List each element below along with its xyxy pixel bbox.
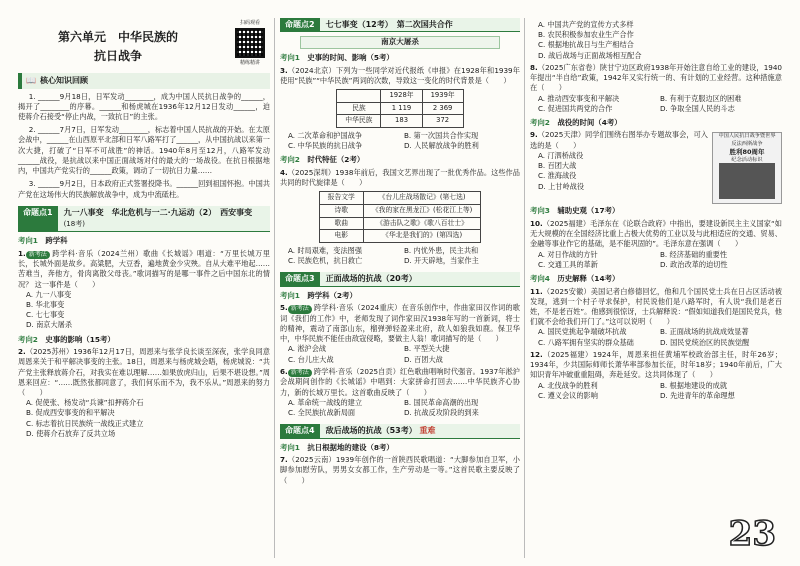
option: B. 农民积极参加农业生产合作 [538,30,634,40]
option: A. 中国共产党的宣传方式多样 [538,20,634,29]
core-review-heading: 📖 核心知识回顾 [18,73,270,88]
option: D. 南京大屠杀 [26,320,73,330]
option: A. 九一八事变 [26,289,72,299]
book-icon: 📖 [26,76,36,86]
option: D. 政治改革的迫切性 [660,259,728,269]
option: C. 全民族抗战新局面 [288,408,356,418]
option: B. 根据地建设的成就 [660,380,728,390]
core-paragraph: 2. ______7月7日，日军发动________，标志着中国人民抗战的开始。在太原会战中，______在山西原平北部和日军八路军打了______，从中国抗战以来第一次大捷，打破了“日军不可战胜”的神话。1940年8月至12月，八路军发动______战役，是抗战以来中国正面战场对付的最大的一场战役。在抗日根据地内，中国共产党实行的______政策，调动了一切抗日力量…… [18,125,270,176]
question-7: 7.（2025云南）1939年创作的一首陕西民歌唱道：“大脚参加自卫军，小脚参加慰劳队，男男女女都工作，生产劳动是一等。”这首民歌主要反映了（ ） [280,455,520,485]
option: B. 第一次国共合作实现 [404,131,479,141]
option: B. 有利于克服边区的困难 [660,93,742,103]
column-divider [274,18,275,558]
emblem-icon [719,163,775,199]
question-9: 中国人民抗日战争暨世界 反法西斯战争 胜利80周年 纪念活动标识 9.（2025天津）同学们围绕右图举办专题故事会，可入选的是（ ） A. 汀泗桥战役 B. 百团大战 C. 淮海战役 D. 上甘岭战役 [530,130,782,191]
option: C. 根据地抗战日与生产相结合 [538,40,634,50]
option: D. 先进青年的革命理想 [660,390,735,400]
subtopic-heading: 考向1 史事的时间、影响（5考） [280,53,394,63]
section-heading: 命题点1 九一八事变 华北危机与一二·九运动（2） 西安事变 (18考) [18,206,270,232]
question-11: 11.（2025安徽）美国记者白修德回忆，他和几个国民党士兵在日占区活动被发现，逃到一个村子寻求保护，村民说他们是八路军时，有人说“我们是老百姓，不是老百姓”。他感到很惊讶，士兵解释说：“假如知道我们是国民党兵，他们就不会给我们开门了。”这可以说明（ ） A. 国民党挑起争端破坏抗战 B. 正面战场的抗战成效显著 C. 八路军拥有坚实的群众基础 D. 国民党统治区的民族觉醒 [530,286,782,347]
new-method-badge: 新考法 [288,369,312,378]
column-middle [280,18,520,486]
question-6: 6. 新考法 跨学科·音乐（2025自贡）红色歌曲唱响时代强音。1937年淞沪会战期间创作的《长城谣》中唱到：大家拼命打回去……中华民族齐心协力，新的长城万里长。这首歌曲反映了（ ） A. 革命统一战线的建立 B. 国民革命高潮的出现 C. 全民族抗战新局面 D. 抗战反攻阶段的到来 [280,366,520,418]
question-4: 4.（2025深圳）1938年前后，我国文艺界出现了一批优秀作品。这些作品共同的时代旋律是（ ） 报告文学 《台儿庄战场散记》(第七选) 诗歌 《我的家在黑龙江》(松花江上等) 歌曲 《游击队之歌》《歌八百壮士》 电影 《华北是我们的》(第四选) A. 时局艰难，变法图强 B. 内忧外患，民主共和 C. 民族危机，抗日救亡 D. 开天辟地，当家作主 [280,167,520,266]
subtopic-heading: 考向3 辅助史观（17考） [530,206,620,216]
column-divider [524,18,525,558]
option: A. 革命统一战线的建立 [288,397,363,407]
option: D. 上甘岭战役 [538,181,585,191]
question-2: 2.（2025苏州）1936年12月17日，周恩来与张学良长谈至深夜，张学良同意周恩来关于和平解决事变的主张。18日，周恩来与杨虎城会晤，杨虎城说：“共产党主张释放蒋介石，对我实在难以理解……如果放虎归山，后果不堪设想。”周恩来回应：“……既然张都同意了，我们何乐而不为，我不乐从。”周恩来的努力（ ） A. 促使张、杨发动“兵谏”扣押蒋介石 B. 促成西安事变的和平解决 C. 标志着抗日民族统一战线正式建立 D. 使蒋介石放弃了反共立场 [18,347,270,438]
option: D. 使蒋介石放弃了反共立场 [26,428,116,438]
option: A. 时局艰难，变法图强 [288,245,363,255]
topic-band: 南京大屠杀 [300,36,500,49]
core-paragraph: 3. ______9月2日，日本政府正式签署投降书。______回到祖国怀抱。中国共产党在这场伟大的民族解放战争中，成为中流砥柱。 [18,179,270,199]
option: C. 促进国共两党的合作 [538,103,613,113]
section-heading: 命题点2 七七事变（12考） 第二次国共合作 [280,18,520,32]
option: A. 对日作战的方针 [538,249,598,259]
option: D. 争取全国人民的斗志 [660,103,735,113]
option: D. 开天辟地，当家作主 [404,256,479,266]
section-heading: 命题点4 敌后战场的抗战（53考） 重难 [280,424,520,438]
subtopic-heading: 考向1 跨学科（2考） [280,290,357,300]
subtopic-heading: 考向2 战役的时间（4考） [530,117,622,127]
subtopic-heading: 考向2 时代特征（2考） [280,155,365,165]
victory-emblem-image: 中国人民抗日战争暨世界 反法西斯战争 胜利80周年 纪念活动标识 [712,132,782,204]
works-table: 报告文学 《台儿庄战场散记》(第七选) 诗歌 《我的家在黑龙江》(松花江上等) 歌曲 《游击队之歌》《歌八百壮士》 电影 《华北是我们的》(第四选) [319,191,482,243]
option: A. 国民党挑起争端破坏抗战 [538,327,627,337]
option: D. 人民解放战争的胜利 [404,141,479,151]
option: A. 北伐战争的胜利 [538,380,598,390]
column-left [18,18,270,439]
option: B. 国民革命高潮的出现 [404,397,479,407]
qr-code-block[interactable]: 扫码观看 精练精讲 [230,20,270,66]
question-7-options [530,20,782,61]
new-method-badge: 新考法 [288,305,312,314]
new-method-badge: 新考法 [26,251,50,260]
option: C. 遵义会议的影响 [538,390,598,400]
subtopic-heading: 考向1 跨学科 [18,236,68,246]
option: A. 二次革命和护国战争 [288,131,363,141]
option: D. 战后战场与正面战场相互配合 [538,50,642,60]
question-3: 3.（2024北京）下列为一些同学对近代报纸《申报》在1928年和1939年使用“民族”“中华民族”两词的次数，导致这一变化的时代背景是（ ） 1928年 1939年 民族 1 119 2 369 中华民族 183 372 A. 二次革命和护国战争 B. 第一次国共合作实现 C. 中华民族的抗日战争 D. 人民解放战争的胜利 [280,65,520,151]
option: C. 台儿庄大战 [288,354,334,364]
subtopic-heading: 考向2 史事的影响（15考） [18,334,115,344]
subtopic-heading: 考向1 抗日根据地的建设（8考） [280,442,394,452]
core-paragraph: 1. ______9月18日，日军发动________，成为中国人民抗日战争的______，揭开了________的序幕。______和杨虎城在1936年12月12日发动______，迫使蒋介石接受“停止内战，一致抗日”的主张。 [18,91,270,121]
subtopic-heading: 考向4 历史解释（14考） [530,274,620,284]
unit-title: 第六单元 中华民族的 抗日战争 [57,30,178,63]
qr-code-icon[interactable] [235,28,265,58]
option: A. 推动西安事变和平解决 [538,93,620,103]
section-heading: 命题点3 正面战场的抗战（20考） [280,272,520,286]
option: B. 内忧外患，民主共和 [404,245,479,255]
option: A. 淞沪会战 [288,344,327,354]
option: B. 平型关大捷 [404,344,450,354]
option: C. 标志着抗日民族统一战线正式建立 [26,418,144,428]
option: B. 正面战场的抗战成效显著 [660,327,749,337]
option: C. 交通工具的革新 [538,259,598,269]
question-8: 8.（2025广东省卷）陕甘宁边区政府1938年开始注意自给工业的建设，1940年提出“半自给”政策，1942年又实行统一的、有计划的工业经营。这种措施意在（ ） A. 推动西安事变和平解决 B. 有利于克服边区的困难 C. 促进国共两党的合作 D. 争取全国人民的斗志 [530,62,782,113]
option: D. 国民党统治区的民族觉醒 [660,337,750,347]
question-5: 5. 新考法 跨学科·音乐（2024重庆）在音乐创作中，作曲家田汉作词的歌词《我们的工作》中，老师发现了词作家田汉1938年写的一首新词，将士的精神，震动了南部山东，榴弹弹轻盈来北府，敌人如狼我如鹿。保卫华中，中华民族不能任由敌寇侵略，要做主人翁！歌词描写的是（ ） A. 淞沪会战 B. 平型关大捷 C. 台儿庄大战 D. 百团大战 [280,303,520,364]
option: C. 中华民族的抗日战争 [288,141,363,151]
page-number: 23 [728,513,776,554]
question-1: 1. 新考法 跨学科·音乐（2024兰州）歌曲《长城谣》唱道：“万里长城万里长，长城外面是故乡。高粱肥，大豆香，遍地黄金少灾殃。自从大难平地起……苦难当，奔他方，骨肉离散父母丧。”歌词描写的是哪一事件之后中国东北的情况？ 这一事件是（ ） A. 九一八事变 B. 华北事变 C. 七七事变 D. 南京大屠杀 [18,248,270,330]
option: B. 百团大战 [538,161,577,171]
option: B. 经济基础的重要性 [660,249,728,259]
option: D. 抗战反攻阶段的到来 [404,408,479,418]
option: A. 汀泗桥战役 [538,150,584,160]
option: B. 促成西安事变的和平解决 [26,408,115,418]
option: D. 百团大战 [404,354,443,364]
option: B. 华北事变 [26,299,65,309]
column-right [530,18,782,401]
option: C. 八路军拥有坚实的群众基础 [538,337,634,347]
question-12: 12.（2025福建）1924年，周恩来担任黄埔军校政治部主任，时年26岁；1934年，少共国际师师长萧华率部参加长征，时年18岁；1940年前后，广大知识青年冲破重重阻碍，奔赴延安。这共同体现了（ ） A. 北伐战争的胜利 B. 根据地建设的成就 C. 遵义会议的影响 D. 先进青年的革命理想 [530,349,782,400]
option: C. 民族危机，抗日救亡 [288,256,363,266]
option: C. 七七事变 [26,310,65,320]
data-table: 1928年 1939年 民族 1 119 2 369 中华民族 183 372 [336,89,463,128]
option: C. 淮海战役 [538,171,577,181]
hot-badge: 重难 [419,426,436,436]
option: A. 促使张、杨发动“兵谏”扣押蒋介石 [26,398,144,408]
question-10: 10.（2025福建）毛泽东在《论联合政府》中指出，要建设新民主主义国家“如无大规模的在全国经济比重上占极大优势的工业以及与此相适应的交通、贸易、金融等事业作它的基础，是不能巩固的”。毛泽东意在强调（ ） A. 对日作战的方针 B. 经济基础的重要性 C. 交通工具的革新 D. 政治改革的迫切性 [530,219,782,269]
